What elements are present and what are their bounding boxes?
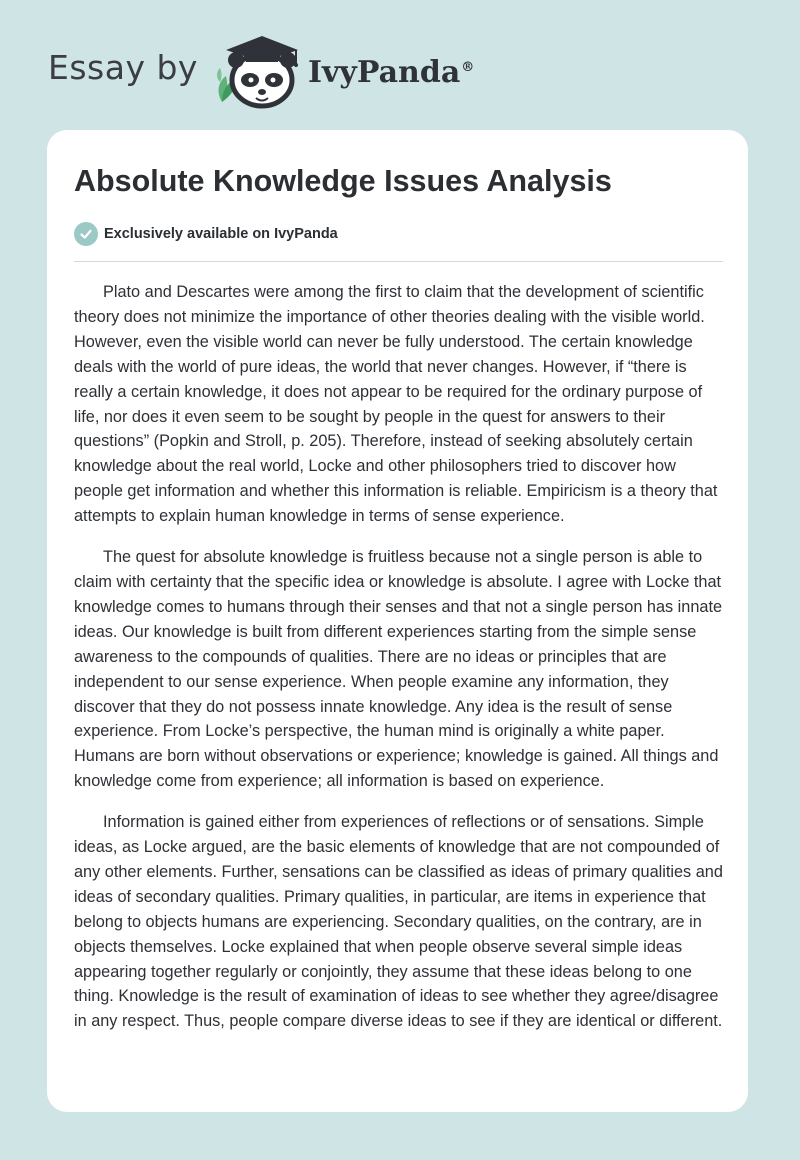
page-title: Absolute Knowledge Issues Analysis — [74, 164, 612, 198]
brand-name: IvyPanda® — [307, 54, 475, 90]
essay-body — [74, 280, 726, 1050]
registered-mark: ® — [461, 59, 475, 75]
ivypanda-logo-link[interactable] — [212, 30, 474, 110]
paragraph: The quest for absolute knowledge is fruitless because not a single person is able to claim with certainty that the specific idea or knowledge is absolute. I agree with Locke that knowledge comes to humans through their senses and that not a single person has innate ideas. Our knowledge is built from different experiences starting from the simple sense awareness to the compounds of qualities. There are no ideas or principles that are independent to our sense experience. When people examine any information, they discover that they do not possess innate knowledge. Any idea is the result of sense experience. From Locke’s perspective, the human mind is originally a white paper. Humans are born without observations or experience; knowledge is gained. All things and knowledge come from experience; all information is based on experience. — [74, 548, 723, 791]
brand-prefix: Essay by — [48, 47, 198, 87]
check-icon — [74, 222, 98, 246]
paragraph: Information is gained either from experiences of reflections or of sensations. Simple ideas, as Locke argued, are the basic elements of knowledge that are not compounded of any other elements. Further, sensations can be classified as ideas of primary qualities and ideas of secondary qualities. Primary qualities, in particular, are items in experience that belong to objects humans are experiencing. Secondary qualities, on the contrary, are in objects themselves. Locke explained that when people observe several simple ideas appearing together regularly or conjointly, they assume that these ideas belong to one thing. Knowledge is the result of examination of ideas to see whether they agree/disagree in any respect. Thus, people compare diverse ideas to see if they are identical or different. — [74, 813, 723, 1031]
panda-graduate-logo-icon — [212, 30, 304, 110]
divider — [74, 261, 723, 262]
paragraph: Plato and Descartes were among the first to claim that the development of scientific theory does not minimize the importance of other theories dealing with the visible world. However, even the visible world can never be fully understood. The certain knowledge deals with the world of pure ideas, the world that never changes. However, if “there is really a certain knowledge, it does not appear to be required for the ordinary purpose of life, nor does it even seem to be sought by people in the quest for answers to their questions” (Popkin and Stroll, p. 205). Therefore, instead of seeking absolutely certain knowledge about the real world, Locke and other philosophers tried to discover how people get information and whether this information is reliable. Empiricism is a theory that attempts to explain human knowledge in terms of sense experience. — [74, 283, 718, 526]
exclusive-badge — [74, 222, 338, 246]
essay-card — [47, 130, 748, 1112]
site-header — [48, 30, 474, 110]
badge-text: Exclusively available on IvyPanda — [104, 226, 338, 242]
